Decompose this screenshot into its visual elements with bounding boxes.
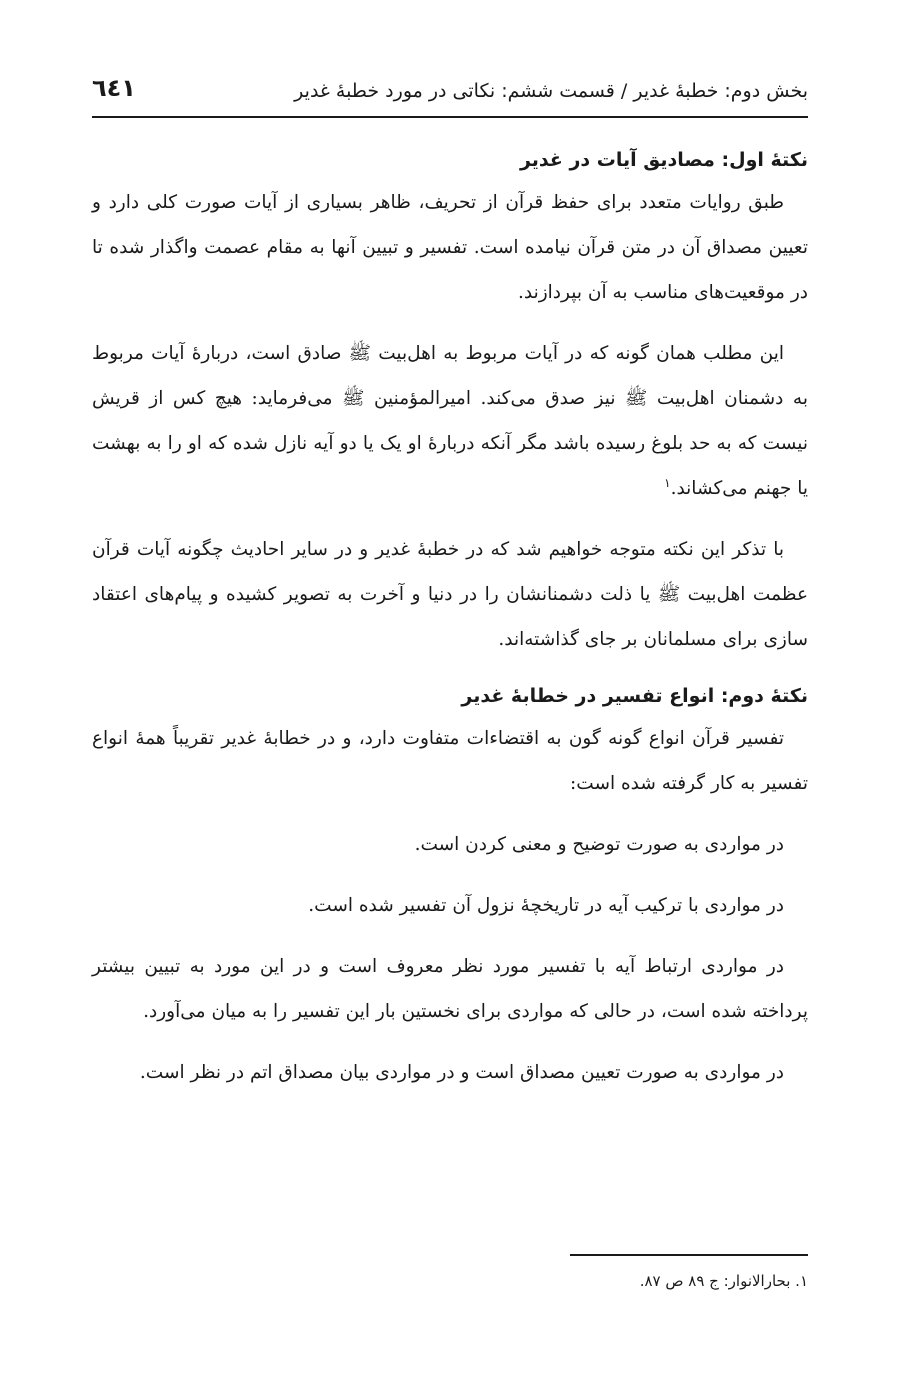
footnote: ١. بحارالانوار: ج ٨٩ ص ٨٧. bbox=[639, 1272, 808, 1290]
section-heading-2: نکتهٔ دوم: انواع تفسیر در خطابهٔ غدیر bbox=[461, 685, 808, 707]
footnote-marker: ١ bbox=[664, 475, 671, 490]
paragraph: تفسیر قرآن انواع گونه گون به اقتضاءات متفاوت دارد، و در خطابهٔ غدیر تقریباً همهٔ انواع تفسیر به کار گرفته شده است: bbox=[92, 728, 808, 794]
paragraph: در مواردی با ترکیب آیه در تاریخچهٔ نزول آن تفسیر شده است. bbox=[308, 895, 784, 916]
footnote-divider bbox=[570, 1254, 808, 1256]
paragraph bbox=[92, 331, 808, 511]
paragraph: در مواردی به صورت تعیین مصداق است و در مواردی بیان مصداق اتم در نظر است. bbox=[139, 1062, 784, 1083]
paragraph: در مواردی به صورت توضیح و معنی کردن است. bbox=[414, 834, 784, 855]
body-text bbox=[92, 140, 808, 1111]
paragraph: طبق روایات متعدد برای حفظ قرآن از تحریف، ظاهر بسیاری از آیات صورت کلی دارد و تعیین مصداق آن در متن قرآن نیامده است. تفسیر و تبیین آنها به مقام عصمت واگذار شده تا در موقعیت‌های مناسب به آن بپردازند. bbox=[92, 192, 808, 303]
section-heading-1: نکتهٔ اول: مصادیق آیات در غدیر bbox=[519, 149, 808, 171]
paragraph: با تذکر این نکته متوجه خواهیم شد که در خطبهٔ غدیر و در سایر احادیث چگونه آیات قرآن عظمت اهل‌بیت ﷺ یا ذلت دشمنانشان را در دنیا و آخرت به تصویر کشیده و پیام‌های اعتقاد سازی برای مسلمانان بر جای گذاشته‌اند. bbox=[92, 539, 808, 650]
running-title: بخش دوم: خطبهٔ غدیر / قسمت ششم: نکاتی در مورد خطبهٔ غدیر bbox=[294, 80, 808, 102]
running-header bbox=[92, 68, 808, 118]
paragraph-text: این مطلب همان گونه که در آیات مربوط به اهل‌بیت ﷺ صادق است، دربارهٔ آیات مربوط به دشمنان اهل‌بیت ﷺ نیز صدق می‌کند. امیرالمؤمنین ﷺ می‌فرماید: هیچ کس از قریش نیست که به حد بلوغ رسیده باشد مگر آنکه دربارهٔ او یک یا دو آیه نازل شده که او را به بهشت یا جهنم می‌کشاند. bbox=[92, 343, 808, 499]
paragraph: در مواردی ارتباط آیه با تفسیر مورد نظر معروف است و در این مورد به تبیین بیشتر پرداخته شده است، در حالی که مواردی برای نخستین بار این تفسیر را به میان می‌آورد. bbox=[92, 956, 808, 1022]
page-number: ٦٤١ bbox=[92, 74, 136, 102]
book-page bbox=[92, 0, 808, 1390]
